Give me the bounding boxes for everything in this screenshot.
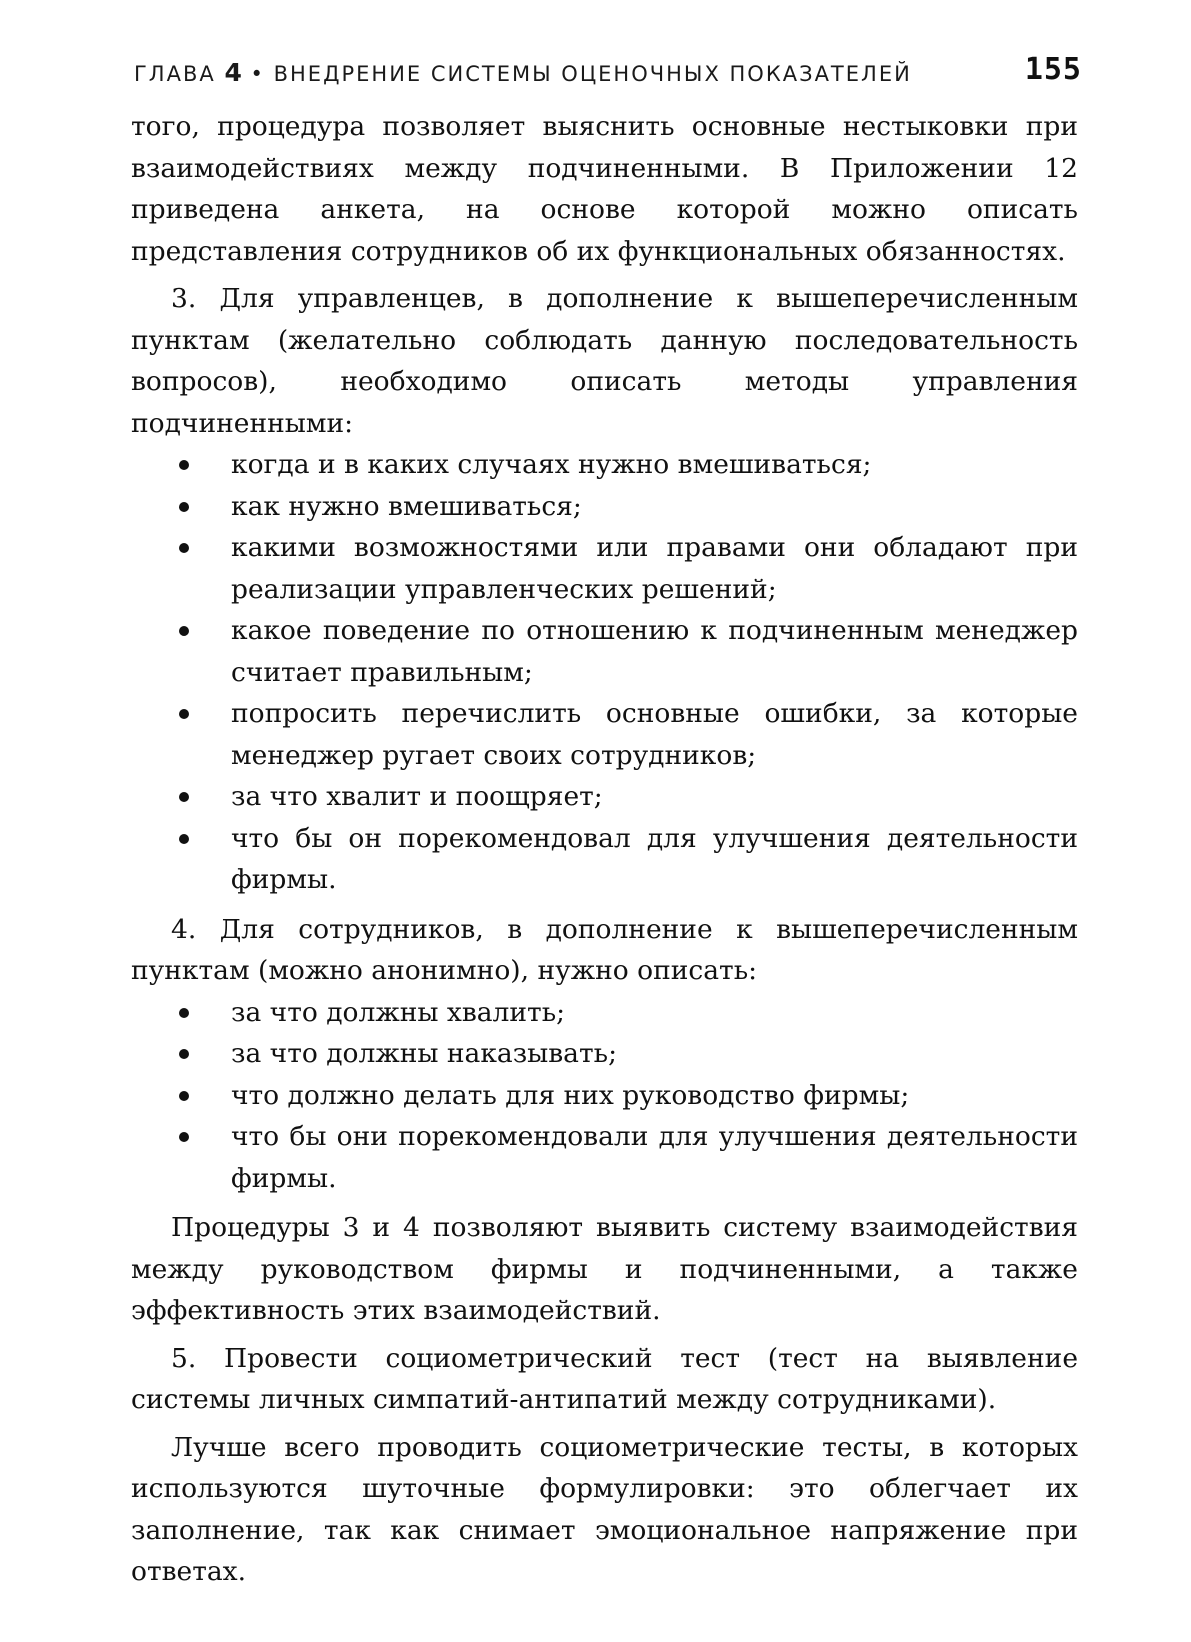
chapter-title: ВНЕДРЕНИЕ СИСТЕМЫ ОЦЕНОЧНЫХ ПОКАЗАТЕЛЕЙ [273, 62, 912, 86]
running-head-title [134, 58, 912, 87]
paragraph-item-4: 4. Для сотрудников, в дополнение к вышеперечисленным пунктам (можно анонимно), нужно описать: [131, 913, 1078, 986]
bullet-list-employees [131, 992, 1078, 1200]
bullet-icon [179, 792, 189, 802]
list-item-text: как нужно вмешиваться; [231, 490, 582, 522]
bullet-icon [179, 502, 189, 512]
list-item-text: что должно делать для них руководство фирмы; [231, 1079, 910, 1111]
separator-bullet: • [250, 62, 265, 86]
bullet-icon [179, 543, 189, 553]
bullet-icon [179, 626, 189, 636]
bullet-icon [179, 1132, 189, 1142]
list-item [231, 992, 1078, 1034]
list-item [231, 818, 1078, 901]
bullet-icon [179, 1008, 189, 1018]
running-head [134, 52, 1082, 92]
list-item-text: попросить перечислить основные ошибки, за которые менеджер ругает своих сотрудников; [231, 698, 1078, 771]
bullet-list-managers [131, 444, 1078, 901]
paragraph-continuation: того, процедура позволяет выяснить основные нестыковки при взаимодействиях между подчиненными. В Приложении 12 приведена анкета, на основе которой можно описать представления сотрудников об их функциональных обязанностях. [131, 111, 1078, 267]
list-item-text: за что должны наказывать; [231, 1038, 617, 1069]
bullet-icon [179, 1049, 189, 1059]
list-item-text: за что должны хвалить; [231, 996, 566, 1028]
list-item [231, 610, 1078, 693]
list-item-text: что бы он порекомендовал для улучшения деятельности фирмы. [231, 822, 1078, 895]
bullet-icon [179, 709, 189, 719]
list-item [231, 1075, 1078, 1117]
list-item-text: какое поведение по отношению к подчиненным менеджер считает правильным; [231, 615, 1078, 688]
list-item-text: что бы они порекомендовали для улучшения деятельности фирмы. [231, 1121, 1078, 1194]
paragraph-procedures: Процедуры 3 и 4 позволяют выявить систему взаимодействия между руководством фирмы и подчиненными, а также эффективность этих взаимодействий. [131, 1212, 1078, 1326]
list-item-text: какими возможностями или правами они обладают при реализации управленческих решений; [231, 532, 1078, 605]
list-item [231, 1116, 1078, 1199]
bullet-icon [179, 460, 189, 470]
list-item [231, 527, 1078, 610]
list-item [231, 693, 1078, 776]
list-item [231, 776, 1078, 818]
list-item-text: когда и в каких случаях нужно вмешиваться; [231, 449, 872, 480]
body-text [131, 106, 1078, 1599]
list-item [231, 486, 1078, 528]
list-item [231, 444, 1078, 486]
list-item [231, 1033, 1078, 1075]
page-number: 155 [1024, 52, 1082, 87]
paragraph-item-3: 3. Для управленцев, в дополнение к вышеперечисленным пунктам (желательно соблюдать данную последовательность вопросов), необходимо описать методы управления подчиненными: [131, 283, 1078, 439]
chapter-number: 4 [224, 58, 242, 87]
chapter-label: ГЛАВА [134, 62, 216, 86]
bullet-icon [179, 1091, 189, 1101]
list-item-text: за что хвалит и поощряет; [231, 781, 603, 812]
paragraph-item-5: 5. Провести социометрический тест (тест на выявление системы личных симпатий-антипатий между сотрудниками). [131, 1342, 1078, 1415]
bullet-icon [179, 834, 189, 844]
paragraph-sociometry: Лучше всего проводить социометрические тесты, в которых используются шуточные формулировки: это облегчает их заполнение, так как снимает эмоциональное напряжение при ответах. [131, 1431, 1078, 1587]
